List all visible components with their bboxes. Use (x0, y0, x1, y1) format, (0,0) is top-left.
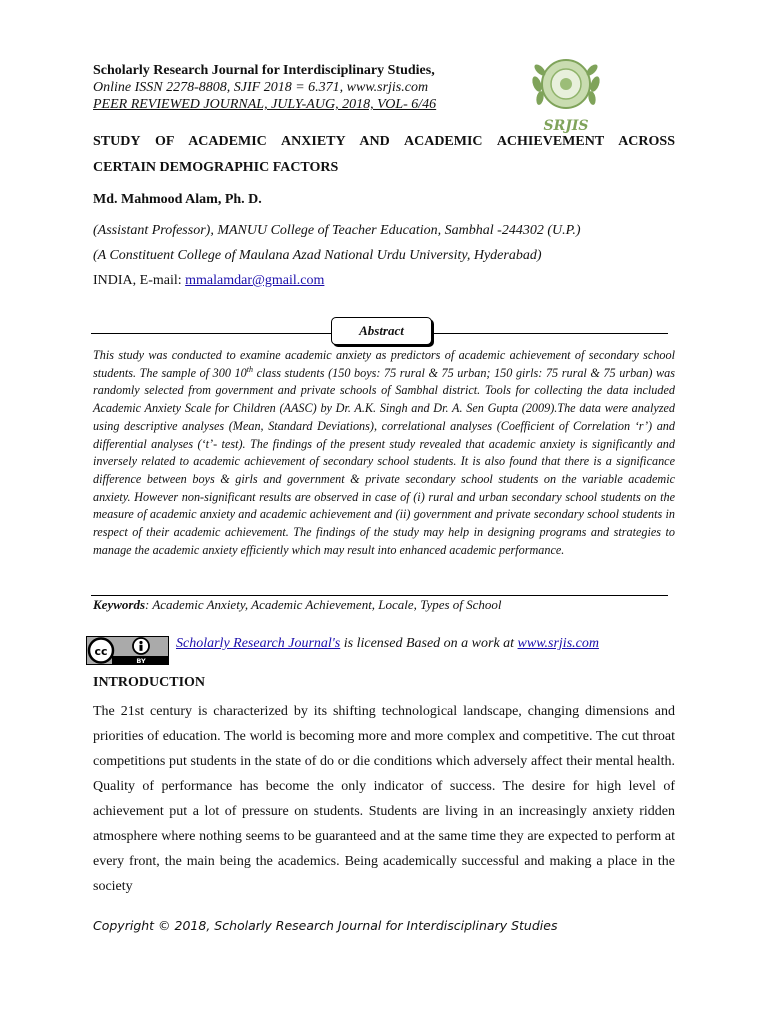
license-middle: is licensed Based on a work at (340, 636, 518, 651)
journal-name: Scholarly Research Journal for Interdisciplinary Studies, (93, 63, 435, 78)
affiliation-line1: (Assistant Professor), MANUU College of Teacher Education, Sambhal -244302 (U.P.) (93, 223, 581, 238)
abstract-text-a: This study was conducted to examine academic anxiety as predictors of academic achievement of secondary school students. The sample of 300 10 (93, 348, 675, 380)
journal-peer-line: PEER REVIEWED JOURNAL, JULY-AUG, 2018, VOL- 6/46 (93, 97, 437, 112)
abstract-rule-right (434, 333, 668, 334)
paper-title-line2: CERTAIN DEMOGRAPHIC FACTORS (93, 160, 339, 175)
introduction-text: The 21st century is characterized by its shifting technological landscape, changing dimensions and priorities of education. The world is becoming more and more complex and competitive. The cut throat competitions put students in the state of do or die conditions which adversely affect their mental health. Quality of performance has become the only indicator of success. The desire for high level of achievement put a lot of pressure on students. Students are living in an increasingly anxiety ridden atmosphere where nothing seems to be guaranteed and at the same time they are expected to perform at every front, the main being the academics. Being academically successful and making a place in the society (93, 704, 675, 894)
author-affiliation (93, 218, 581, 293)
keywords-rule (91, 595, 668, 596)
svg-text:cc: cc (94, 645, 108, 658)
abstract-sup: th (246, 364, 253, 374)
site-link[interactable]: www.srjis.com (517, 636, 599, 651)
paper-title-line1: STUDY OF ACADEMIC ANXIETY AND ACADEMIC ACHIEVEMENT ACROSS (93, 134, 675, 149)
introduction-heading: INTRODUCTION (93, 675, 206, 690)
abstract-rule-left (91, 333, 331, 334)
journal-logo (523, 50, 609, 134)
abstract-text-b: class students (150 boys: 75 rural & 75 urban; 150 girls: 75 rural & 75 urban) was randomly selected from government and private schools of Sambhal district. Tools for collecting the data included Academic Anxiety Scale for Children (AASC) by Dr. A.K. Singh and Dr. A. Sen Gupta (2009).The data were analyzed using descriptive analyses (Mean, Standard Deviations), correlational analyses (Coefficient of Correlation ‘r’) and differential analyses (‘t’- test). The findings of the present study revealed that academic anxiety is significantly and inversely related to academic achievement of secondary school students. It is also found that there is a significance difference between boys & girls and government & private secondary school students on the variable academic anxiety. However non-significant results are observed in case of (i) rural and urban secondary school students on the measure of academic anxiety and academic achievement and (ii) government and private secondary school students in respect of their academic achievement. The findings of the study may help in designing programs and strategies to manage the academic anxiety efficiently which may result into enhanced academic performance. (93, 365, 675, 557)
copyright-footer: Copyright © 2018, Scholarly Research Journal for Interdisciplinary Studies (93, 918, 558, 933)
keywords-text: : Academic Anxiety, Academic Achievement, Locale, Types of School (145, 597, 502, 612)
license-line (176, 636, 599, 652)
journal-header (93, 62, 436, 113)
cc-by-license-icon[interactable] (86, 636, 169, 665)
abstract-text (93, 347, 675, 559)
journal-issn-line: Online ISSN 2278-8808, SJIF 2018 = 6.371, www.srjis.com (93, 80, 429, 95)
email-link[interactable]: mmalamdar@gmail.com (185, 273, 325, 288)
author-name: Md. Mahmood Alam, Ph. D. (93, 192, 262, 207)
logo-text: SRJIS (543, 118, 589, 134)
affiliation-line2: (A Constituent College of Maulana Azad National Urdu University, Hyderabad) (93, 248, 542, 263)
email-line (93, 268, 581, 293)
email-prefix: INDIA, E-mail: (93, 273, 186, 288)
abstract-heading: Abstract (331, 317, 432, 345)
keywords-label: Keywords (93, 597, 145, 612)
journal-link[interactable]: Scholarly Research Journal's (176, 636, 341, 651)
paper-title (93, 129, 675, 181)
cc-by-label: BY (136, 657, 146, 665)
keywords (93, 597, 502, 613)
